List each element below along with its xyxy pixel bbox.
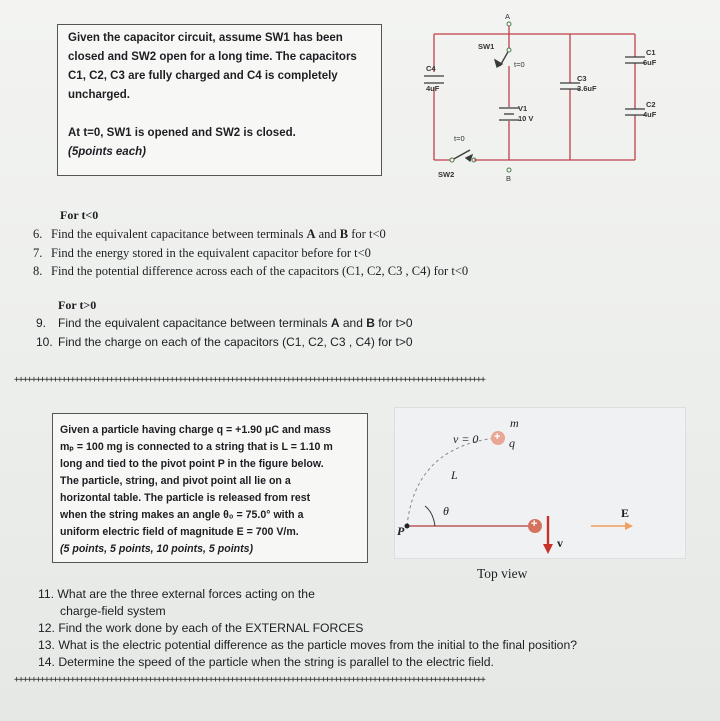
question-text: Find the equivalent capacitance between terminals	[51, 227, 307, 241]
section-before-heading: For t<0	[60, 208, 99, 222]
problem2-line: long and tied to the pivot point P in the figure below.	[60, 458, 324, 470]
question-text: Find the potential difference across each of the capacitors (C1, C2, C3 , C4) for t<0	[51, 264, 469, 278]
question-10	[36, 335, 413, 349]
charge-sign-initial: +	[494, 431, 501, 443]
c3-value-label: 3.6uF	[577, 84, 597, 93]
problem1-line: uncharged.	[68, 89, 130, 101]
question-text: Find the equivalent capacitance between terminals	[58, 316, 331, 330]
problem2-line: The particle, string, and pivot point all lie on a	[60, 475, 291, 487]
problem2-line: mₚ = 100 mg is connected to a string that is L = 1.10 m	[60, 441, 333, 453]
question-number: 7.	[33, 246, 43, 260]
problem1-line: Given the capacitor circuit, assume SW1 has been	[68, 32, 343, 44]
sw1-time-label: t=0	[514, 60, 525, 69]
problem2-line: horizontal table. The particle is released from rest	[60, 492, 311, 504]
terminal-a-label: A	[505, 12, 511, 21]
section-after-heading: For t>0	[58, 298, 97, 312]
capacitor-circuit-diagram	[410, 10, 670, 190]
problem2-points: (5 points, 5 points, 10 points, 5 points)	[60, 543, 254, 555]
velocity-zero-label: v = 0	[453, 432, 479, 446]
question-text: and	[315, 227, 340, 241]
sw2-label: SW2	[438, 170, 455, 179]
v1-value-label: 10 V	[518, 114, 534, 123]
question-11: 11. What are the three external forces acting on the	[38, 587, 315, 601]
question-12: 12. Find the work done by each of the EXTERNAL FORCES	[38, 621, 364, 635]
circuit-wires	[410, 10, 670, 190]
terminal-a-ref: A	[306, 227, 316, 241]
plus-separator-bottom: +++++++++++++++++++++++++++++++++++++++++++++++++++++++++++++++++++++++++++++++++++++++++++++++++++++++++++++	[14, 676, 485, 685]
question-text: for t>0	[374, 316, 413, 330]
problem1-points: (5points each)	[68, 146, 146, 158]
plus-separator: +++++++++++++++++++++++++++++++++++++++++++++++++++++++++++++++++++++++++++++++++++++++++++++++++++++++++++++	[14, 376, 485, 385]
terminal-b-label: B	[506, 174, 512, 183]
field-label: E	[621, 506, 630, 520]
c4-value-label: 4uF	[426, 84, 440, 93]
problem1-line: C1, C2, C3 are fully charged and C4 is completely	[68, 70, 338, 82]
question-13: 13. What is the electric potential difference as the particle moves from the initial to the final position?	[38, 638, 578, 652]
figure-caption: Top view	[477, 566, 528, 581]
question-8	[33, 264, 468, 279]
terminal-a-ref: A	[330, 316, 340, 330]
problem2-line: Given a particle having charge q = +1.90 μC and mass	[60, 424, 331, 436]
question-6	[33, 227, 386, 242]
pendulum-figure	[394, 407, 686, 559]
charge-sign-final: +	[531, 518, 538, 530]
c2-value-label: 4uF	[643, 110, 657, 119]
question-14: 14. Determine the speed of the particle when the string is parallel to the electric field.	[38, 655, 494, 669]
c1-name-label: C1	[646, 48, 656, 57]
question-number: 10.	[36, 335, 53, 349]
question-7	[33, 246, 371, 261]
c4-name-label: C4	[426, 64, 436, 73]
c2-name-label: C2	[646, 100, 656, 109]
length-label: L	[451, 468, 458, 482]
problem2-box	[52, 413, 368, 563]
terminal-b-ref: B	[339, 227, 349, 241]
v1-name-label: V1	[518, 104, 528, 113]
figure-drawing	[395, 408, 685, 558]
problem2-line: when the string makes an angle θ₀ = 75.0° with a	[60, 509, 304, 521]
pivot-label: P	[397, 524, 405, 538]
problem1-box	[57, 24, 382, 176]
pivot-point	[405, 524, 410, 529]
question-11-cont: charge-field system	[60, 604, 166, 618]
sw1-label: SW1	[478, 42, 495, 51]
question-number: 9.	[36, 316, 47, 330]
question-text: Find the energy stored in the equivalent capacitor before for t<0	[51, 246, 371, 260]
sw2-time-label: t=0	[454, 134, 465, 143]
charge-label: q	[509, 436, 515, 450]
question-number: 6.	[33, 227, 43, 241]
question-text: and	[339, 316, 367, 330]
question-9	[36, 316, 413, 330]
problem1-line: closed and SW2 open for a long time. The capacitors	[68, 51, 357, 63]
c1-value-label: 6uF	[643, 58, 657, 67]
problem2-line: uniform electric field of magnitude E = 700 V/m.	[60, 526, 299, 538]
question-number: 8.	[33, 264, 43, 278]
c3-name-label: C3	[577, 74, 587, 83]
mass-label: m	[510, 416, 519, 430]
terminal-b-ref: B	[366, 316, 375, 330]
question-text: for t<0	[348, 227, 386, 241]
question-text: Find the charge on each of the capacitors (C1, C2, C3 , C4) for t>0	[58, 335, 413, 349]
velocity-label: v	[557, 536, 563, 550]
angle-label: θ	[443, 504, 449, 518]
problem1-line: At t=0, SW1 is opened and SW2 is closed.	[68, 127, 296, 139]
